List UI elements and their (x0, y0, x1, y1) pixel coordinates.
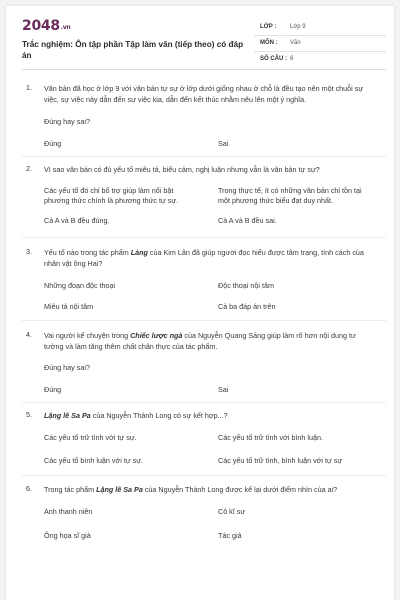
answer-option[interactable]: Cả A và B đều đúng. (44, 216, 110, 225)
meta-label-subject: MÔN : (260, 40, 278, 46)
question-number: 2. (26, 164, 32, 173)
question-separator (22, 402, 386, 403)
answer-option[interactable]: Đúng (44, 385, 62, 394)
page-title: Trắc nghiệm: Ôn tập phần Tập làm văn (tiếp theo) có đáp án (22, 40, 244, 60)
answer-option[interactable]: Anh thanh niên (44, 507, 93, 516)
question-text (44, 410, 374, 421)
answer-option[interactable]: Các yếu tố trữ tình với bình luận. (218, 433, 324, 442)
question-text (44, 330, 374, 352)
answer-option[interactable]: Tác giả (218, 531, 242, 540)
question-number: 4. (26, 330, 32, 339)
question-number: 1. (26, 83, 32, 92)
question-separator (22, 475, 386, 476)
question-text-after: của Nguyễn Thành Long có sự kết hợp...? (90, 411, 228, 420)
question-separator (22, 237, 386, 238)
question-text-after: của Nguyễn Thành Long được kể lại dưới điểm nhìn của ai? (142, 485, 338, 494)
question-text-after: của Nguyễn Quang Sáng giúp làm rõ hơn nội dung tư tưởng và làm tăng thêm chất chân thực của tác phẩm. (44, 331, 356, 351)
answer-option[interactable]: Độc thoại nội tâm (218, 281, 274, 290)
meta-row-class (254, 20, 386, 36)
work-title: Làng (130, 248, 148, 257)
question-number: 3. (26, 247, 32, 256)
meta-label-class: LỚP : (260, 24, 277, 30)
answer-option[interactable]: Trong thực tế, ít có những văn bản chỉ tồn tại một phương thức biểu đạt duy nhất. (218, 186, 362, 205)
meta-row-count (254, 52, 386, 67)
question-prompt: Đúng hay sai? (44, 117, 90, 126)
answer-option[interactable]: Các yếu tố bình luận với tự sự. (44, 456, 144, 465)
meta-value-class: Lớp 9 (290, 24, 306, 30)
work-title: Chiếc lược ngà (130, 331, 183, 340)
question-text: Văn bản đã học ở lớp 9 với văn bản tự sự ở lớp dưới giống nhau ở chỗ là đều tạo nên một chuỗi sự việc, sự việc này dẫn đến sự việc kia, dẫn đến kết thúc nhằm nêu lên một ý nghĩa. (44, 84, 364, 104)
work-title: Lặng lẽ Sa Pa (96, 485, 143, 494)
question-number: 5. (26, 410, 32, 419)
answer-option[interactable]: Cả ba đáp án trên (218, 302, 276, 311)
question-text (44, 247, 374, 269)
question-prompt: Đúng hay sai? (44, 363, 90, 372)
answer-option[interactable]: Sai (218, 139, 229, 148)
question-text-after: của Kim Lân đã giúp người đọc hiểu được tâm trạng, tính cách của nhân vật ông Hai? (44, 248, 364, 268)
answer-option[interactable]: Các yếu tố đó chỉ bổ trợ giúp làm nổi bật phương thức chính là phương thức tự sự. (44, 186, 179, 205)
answer-option[interactable]: Ông họa sĩ già (44, 531, 91, 540)
question-text-before: Yếu tố nào trong tác phẩm (44, 248, 131, 257)
meta-value-subject: Văn (290, 40, 301, 46)
question-text: Vì sao văn bản có đủ yếu tố miêu tả, biểu cảm, nghị luận nhưng vẫn là văn bản tự sự? (44, 165, 320, 174)
logo-suffix: .vn (60, 24, 71, 31)
answer-option[interactable]: Cô kĩ sư (218, 507, 246, 516)
question-number: 6. (26, 484, 32, 493)
question-separator (22, 320, 386, 321)
header-divider (22, 69, 386, 70)
question-text-before: Vai người kể chuyện trong (44, 331, 131, 340)
answer-option[interactable]: Các yếu tố trữ tình với tự sự. (44, 433, 137, 442)
question-text-before: Trong tác phẩm (44, 485, 97, 494)
work-title: Lặng lẽ Sa Pa (44, 411, 91, 420)
worksheet-page (6, 6, 394, 600)
site-logo[interactable] (22, 18, 70, 34)
meta-value-count: 6 (290, 56, 294, 62)
meta-info-table (254, 20, 386, 67)
answer-option[interactable]: Đúng (44, 139, 62, 148)
logo-main: 2048 (22, 18, 60, 34)
answer-option[interactable]: Miêu tả nội tâm (44, 302, 94, 311)
answer-option[interactable]: Những đoạn độc thoại (44, 281, 116, 290)
question-separator (22, 156, 386, 157)
meta-row-subject (254, 36, 386, 52)
answer-option[interactable]: Sai (218, 385, 229, 394)
answer-option[interactable]: Cả A và B đều sai. (218, 216, 277, 225)
meta-label-count: SỐ CÂU : (260, 56, 287, 62)
question-text (44, 484, 374, 495)
answer-option[interactable]: Các yếu tố trữ tình, bình luận với tự sự (218, 456, 343, 465)
